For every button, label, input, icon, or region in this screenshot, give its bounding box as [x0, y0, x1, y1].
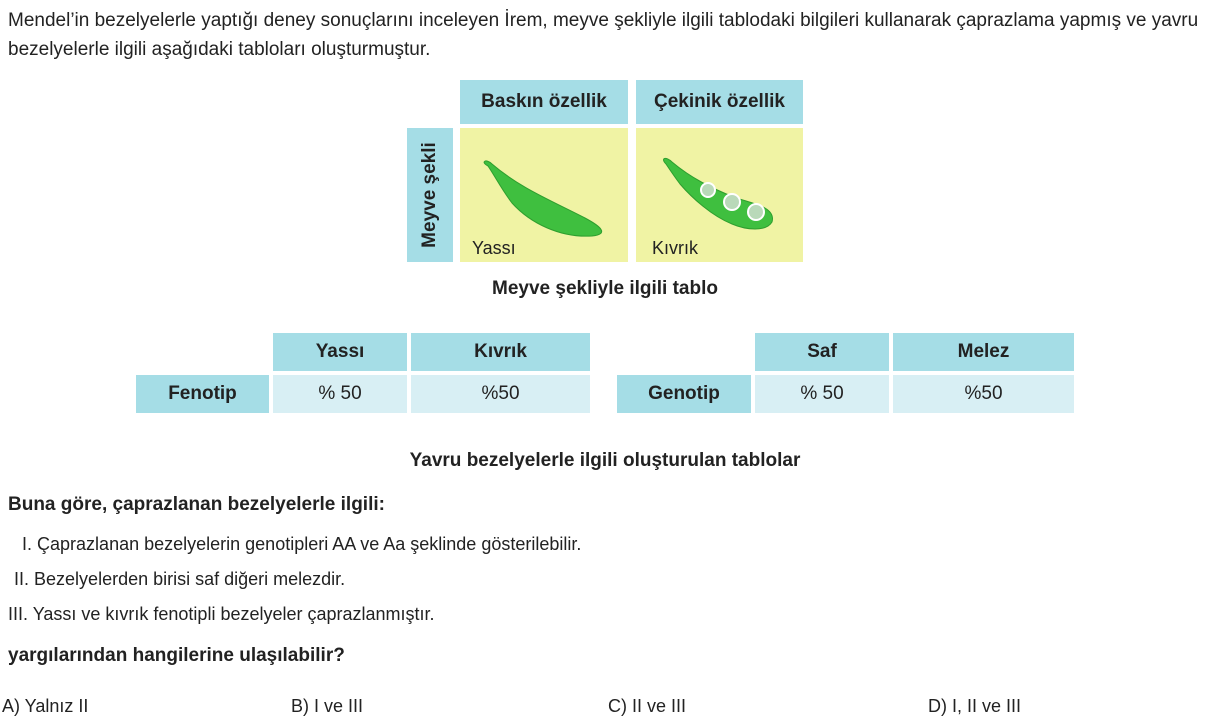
question-prompt: yargılarından hangilerine ulaşılabilir?	[8, 645, 345, 666]
statement-text: Çaprazlanan bezelyelerin genotipleri AA ve Aa şeklinde gösterilebilir.	[37, 534, 582, 554]
statement-text: Bezelyelerden birisi saf diğeri melezdir.	[34, 569, 346, 589]
question-lead: Buna göre, çaprazlanan bezelyelerle ilgili:	[8, 494, 385, 515]
row-label-text: Meyve şekli	[419, 142, 441, 248]
genotype-value-pure: % 50	[755, 375, 889, 413]
option-c[interactable]: C) II ve III	[608, 696, 687, 716]
row-label-fruit-shape	[407, 128, 453, 262]
option-d[interactable]: D) I, II ve III	[928, 696, 1022, 716]
cell-dominant	[460, 128, 628, 262]
genotype-row-label: Genotip	[617, 375, 751, 413]
option-a[interactable]: A) Yalnız II	[2, 696, 89, 716]
header-dominant: Baskın özellik	[460, 80, 628, 124]
trait-table-caption: Meyve şekliyle ilgili tablo	[492, 278, 718, 299]
genotype-header-hybrid: Melez	[893, 333, 1074, 371]
tables-caption: Yavru bezelyelerle ilgili oluşturulan tablolar	[409, 450, 801, 471]
phenotype-row-label: Fenotip	[136, 375, 269, 413]
genotype-value-hybrid: %50	[893, 375, 1074, 413]
option-b[interactable]: B) I ve III	[291, 696, 364, 716]
statement-number: I.	[22, 534, 33, 554]
statement-3	[8, 604, 435, 625]
phenotype-value-wrinkled: %50	[411, 375, 590, 413]
statement-2	[14, 569, 345, 590]
statement-number: III.	[8, 604, 29, 624]
intro-text: Mendel’in bezelyelerle yaptığı deney sonuçlarını inceleyen İrem, meyve şekliyle ilgili tablodaki bilgileri kullanarak çaprazlama yapmış ve yavru bezelyelerle ilgili aşağıdaki tabloları oluşturmuştur.	[8, 10, 1199, 60]
statement-1	[22, 534, 581, 555]
dominant-value: Yassı	[472, 238, 516, 258]
genotype-header-pure: Saf	[755, 333, 889, 371]
statement-text: Yassı ve kıvrık fenotipli bezelyeler çaprazlanmıştır.	[32, 604, 435, 624]
phenotype-value-flat: % 50	[273, 375, 407, 413]
statement-number: II.	[14, 569, 30, 589]
phenotype-header-wrinkled: Kıvrık	[411, 333, 590, 371]
cell-recessive	[636, 128, 803, 262]
header-recessive: Çekinik özellik	[636, 80, 803, 124]
phenotype-header-flat: Yassı	[273, 333, 407, 371]
recessive-value: Kıvrık	[652, 238, 699, 258]
